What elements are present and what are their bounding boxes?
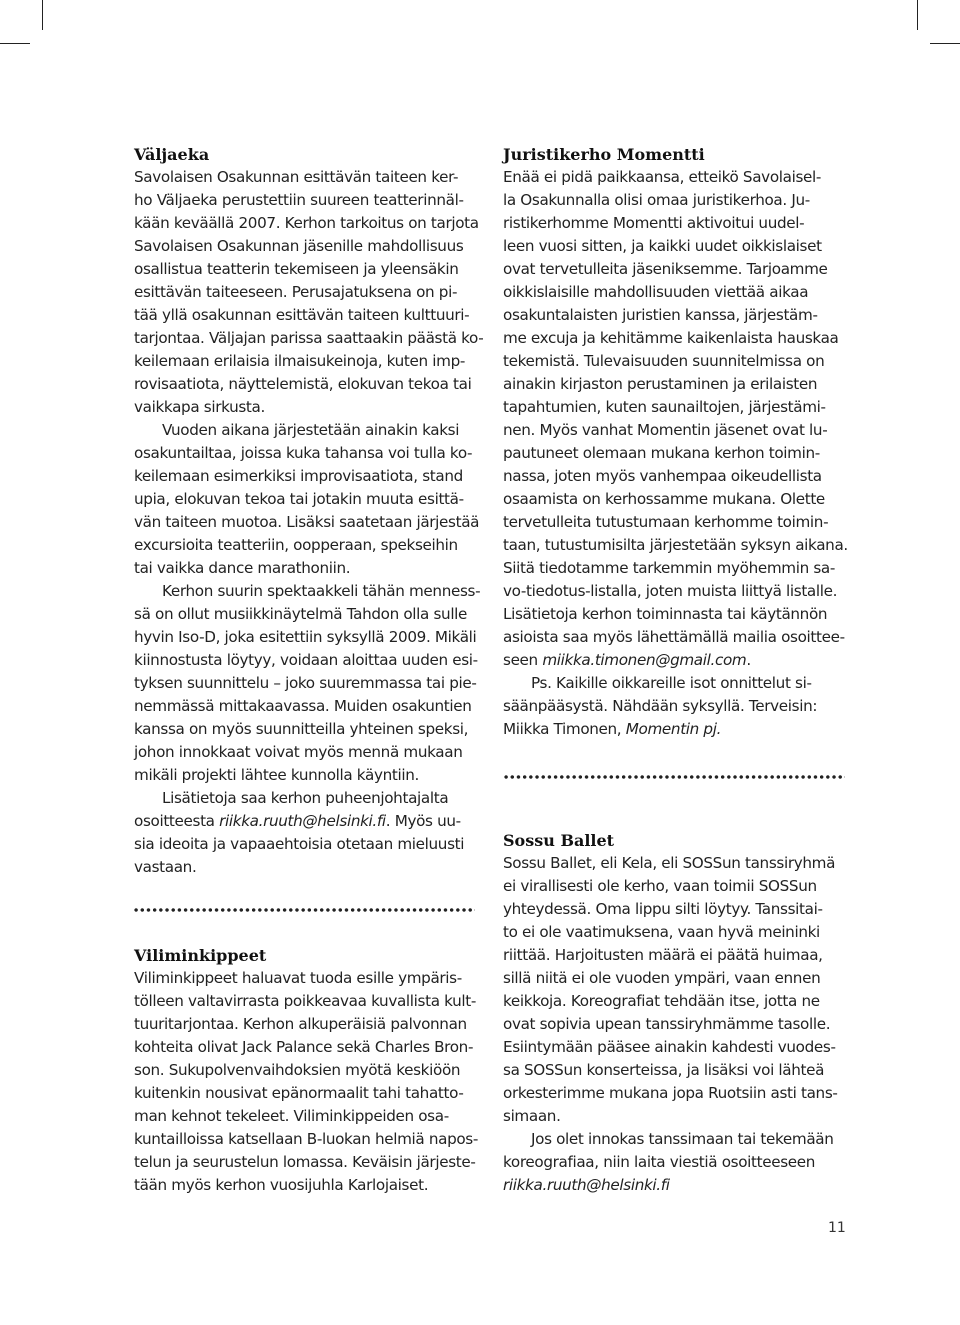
text-line: asioista saa myös lähettämällä mailia osoittee- — [503, 628, 845, 646]
sossu-heading: Sossu Ballet — [503, 831, 615, 850]
text-line: tervetulleita tutustumaan kerhomme toimin- — [503, 513, 829, 531]
text-line: telun ja seurustelun lomassa. Keväisin järjeste- — [134, 1153, 476, 1171]
text-line: orkesterimme mukana jopa Ruotsiin asti tans- — [503, 1084, 838, 1102]
text-line: Lisätietoja saa kerhon puheenjohtajalta — [162, 789, 449, 807]
text-line: Esiintymään pääsee ainakin kahdesti vuodes- — [503, 1038, 836, 1056]
momentti-heading: Juristikerho Momentti — [503, 145, 705, 164]
text-line: Ps. Kaikille oikkareille isot onnittelut si- — [531, 674, 812, 692]
crop-mark — [917, 0, 918, 30]
text-line: ristikerhomme Momentti aktivoitui uudel- — [503, 214, 805, 232]
text-line: keilemaan erilaisia ilmaisukeinoja, kuten imp- — [134, 352, 466, 370]
text-line: man kehnot tekeleet. Viliminkippeiden osa- — [134, 1107, 449, 1125]
text-line: vo-tiedotus-listalla, joten muista liittyä listalle. — [503, 582, 838, 600]
text-line: Savolaisen Osakunnan jäsenille mahdollisuus — [134, 237, 464, 255]
text-line: Siitä tiedotamme tarkemmin myöhemmin sa- — [503, 559, 836, 577]
text-line: kohteita olivat Jack Palance sekä Charles Bron- — [134, 1038, 474, 1056]
page-number: 11 — [828, 1220, 846, 1236]
text-line — [134, 810, 474, 833]
text-line: Enää ei pidä paikkaansa, etteikö Savolaisel- — [503, 168, 822, 186]
text-line: riittää. Harjoitusten määrä ei päätä huimaa, — [503, 946, 823, 964]
text-line: vastaan. — [134, 858, 197, 876]
text-fragment: seen — [503, 651, 543, 669]
text-fragment: . — [746, 651, 751, 669]
valjaeka-paragraph — [134, 166, 484, 419]
text-line: excursioita teatteriin, oopperaan, spekseihin — [134, 536, 458, 554]
text-line: upia, elokuvan tekoa tai jotakin muuta esittä- — [134, 490, 464, 508]
text-line: ho Väljaeka perustettiin suureen teatterinnäl- — [134, 191, 464, 209]
text-line: tää yllä osakunnan esittävän taiteen kulttuuri- — [134, 306, 470, 324]
text-line: kiinnostusta löytyy, voidaan aloittaa uuden esi- — [134, 651, 478, 669]
text-line: simaan. — [503, 1107, 561, 1125]
valjaeka-paragraph — [134, 580, 481, 787]
text-fragment: . Myös uu- — [385, 812, 461, 830]
valjaeka-paragraph — [134, 419, 480, 580]
text-line: ovat sopivia upean tanssiryhmämme tasolle. — [503, 1015, 831, 1033]
text-line: tekemistä. Tulevaisuuden suunnitelmissa on — [503, 352, 825, 370]
text-line: osallistua teatterin tekemiseen ja yleensäkin — [134, 260, 459, 278]
text-line: yhteydessä. Oma lippu silti löytyy. Tanssitai- — [503, 900, 823, 918]
text-line: tai vaikka dance marathoniin. — [134, 559, 351, 577]
text-line: sia ideoita ja vapaaehtoisia otetaan mieluusti — [134, 835, 465, 853]
dotted-divider — [133, 908, 475, 912]
dotted-divider — [503, 775, 845, 779]
text-line — [503, 1174, 848, 1197]
text-line: vaikkapa sirkusta. — [134, 398, 265, 416]
signature — [503, 718, 848, 741]
text-line: tään myös kerhon vuosijuhla Karlojaiset. — [134, 1176, 429, 1194]
text-line: kuntailloissa katsellaan B-luokan helmiä napos- — [134, 1130, 478, 1148]
text-line: nassa, joten myös vanhempaa oikeudellista — [503, 467, 822, 485]
text-line: nen. Myös vanhat Momentin jäsenet ovat lu- — [503, 421, 828, 439]
text-line: osakuntalaisten juristien kanssa, järjestäm- — [503, 306, 818, 324]
email-link[interactable]: miikka.timonen@gmail.com — [542, 651, 747, 669]
text-line: osaamista on kerhossamme mukana. Olette — [503, 490, 825, 508]
crop-mark — [930, 43, 960, 44]
text-line: Vuoden aikana järjestetään ainakin kaksi — [162, 421, 460, 439]
text-fragment: osoitteesta — [134, 812, 220, 830]
text-line: nemmässä mittakaavassa. Muiden osakuntien — [134, 697, 472, 715]
email-link[interactable]: riikka.ruuth@helsinki.fi — [219, 812, 386, 830]
text-line: rovisaatiota, näyttelemistä, elokuvan tekoa tai — [134, 375, 472, 393]
text-line: keilemaan esimerkiksi improvisaatiota, stand — [134, 467, 463, 485]
text-line: tarjontaa. Väljajan parissa saattaakin päästä ko- — [134, 329, 484, 347]
text-line: Viliminkippeet haluavat tuoda esille ympäris- — [134, 969, 462, 987]
text-line: pautuneet olemaan mukana kerhon toimin- — [503, 444, 820, 462]
viliminkippeet-heading: Viliminkippeet — [134, 946, 267, 965]
crop-mark — [42, 0, 43, 30]
text-line: tapahtumien, kuten saunailtojen, järjestämi- — [503, 398, 826, 416]
text-line: ovat tervetulleita jäseniksemme. Tarjoamme — [503, 260, 828, 278]
text-line: taan, tutustumisilta järjestetään syksyn aikana. — [503, 536, 848, 554]
text-line: hyvin Iso-D, joka esitettiin syksyllä 2009. Mikäli — [134, 628, 477, 646]
text-line: Jos olet innokas tanssimaan tai tekemään — [531, 1130, 834, 1148]
text-line: koreografiaa, niin laita viestiä osoitteeseen — [503, 1153, 816, 1171]
momentti-section — [503, 143, 848, 741]
text-line: oikkislaisille mahdollisuuden viettää aikaa — [503, 283, 809, 301]
text-line: säänpääsystä. Nähdään syksyllä. Terveisin: — [503, 697, 818, 715]
text-line: esittävän taiteeseen. Perusajatuksena on pi- — [134, 283, 458, 301]
left-column — [134, 143, 484, 879]
text-line: keikkoja. Koreografiat tehdään itse, jotta ne — [503, 992, 820, 1010]
text-line: son. Sukupolvenvaihdoksien myötä keskiöön — [134, 1061, 461, 1079]
text-line: to ei ole vaatimuksena, vaan hyvä meininki — [503, 923, 820, 941]
text-line: sillä niitä ei ole vuoden ympäri, vaan ennen — [503, 969, 821, 987]
text-line: la Osakunnalla olisi omaa juristikerhoa. Ju- — [503, 191, 810, 209]
sossu-section — [503, 829, 848, 1197]
text-line: ei virallisesti ole kerho, vaan toimii SOSSun — [503, 877, 817, 895]
text-line: osakuntailtaa, joissa kuka tahansa voi tulla ko- — [134, 444, 473, 462]
viliminkippeet-section — [134, 944, 479, 1197]
text-line: kuitenkin nousivat epänormaalit tahi tahatto- — [134, 1084, 464, 1102]
text-line: tyksen suunnittelu – joko suuremmassa tai pie- — [134, 674, 477, 692]
text-line: tuuritarjontaa. Kerhon alkuperäisiä palvonnan — [134, 1015, 467, 1033]
text-line: Kerhon suurin spektaakkeli tähän menness- — [162, 582, 481, 600]
signature-name: Miikka Timonen, — [503, 720, 622, 738]
text-line: Lisätietoja kerhon toiminnasta tai käytännön — [503, 605, 828, 623]
text-line: tölleen valtavirrasta poikkeavaa kuvallista kult- — [134, 992, 476, 1010]
text-line: mikäli projekti lähtee kunnolla käyntiin. — [134, 766, 419, 784]
crop-mark — [0, 43, 30, 44]
text-line: kään keväällä 2007. Kerhon tarkoitus on tarjota — [134, 214, 479, 232]
valjaeka-heading: Väljaeka — [134, 145, 210, 164]
text-line: Sossu Ballet, eli Kela, eli SOSSun tanssiryhmä — [503, 854, 836, 872]
text-line: sä on ollut musiikkinäytelmä Tahdon olla sulle — [134, 605, 468, 623]
text-line: me excuja ja kehitämme kaikenlaista hauskaa — [503, 329, 839, 347]
text-line: ainakin kirjaston perustaminen ja erilaisten — [503, 375, 818, 393]
text-line: kanssa on myös suunnitteilla yhteinen speksi, — [134, 720, 469, 738]
text-line: sa SOSSun konserteissa, ja lisäksi voi lähteä — [503, 1061, 825, 1079]
text-line: Savolaisen Osakunnan esittävän taiteen ker- — [134, 168, 459, 186]
text-line: leen vuosi sitten, ja kaikki uudet oikkislaiset — [503, 237, 822, 255]
text-line: johon innokkaat voivat myös mennä mukaan — [134, 743, 463, 761]
text-line: vän taiteen muotoa. Lisäksi saatetaan järjestää — [134, 513, 480, 531]
valjaeka-paragraph — [134, 787, 474, 879]
text-line — [503, 649, 848, 672]
email-link[interactable]: riikka.ruuth@helsinki.fi — [503, 1176, 670, 1194]
signature-role: Momentin pj. — [625, 720, 722, 738]
